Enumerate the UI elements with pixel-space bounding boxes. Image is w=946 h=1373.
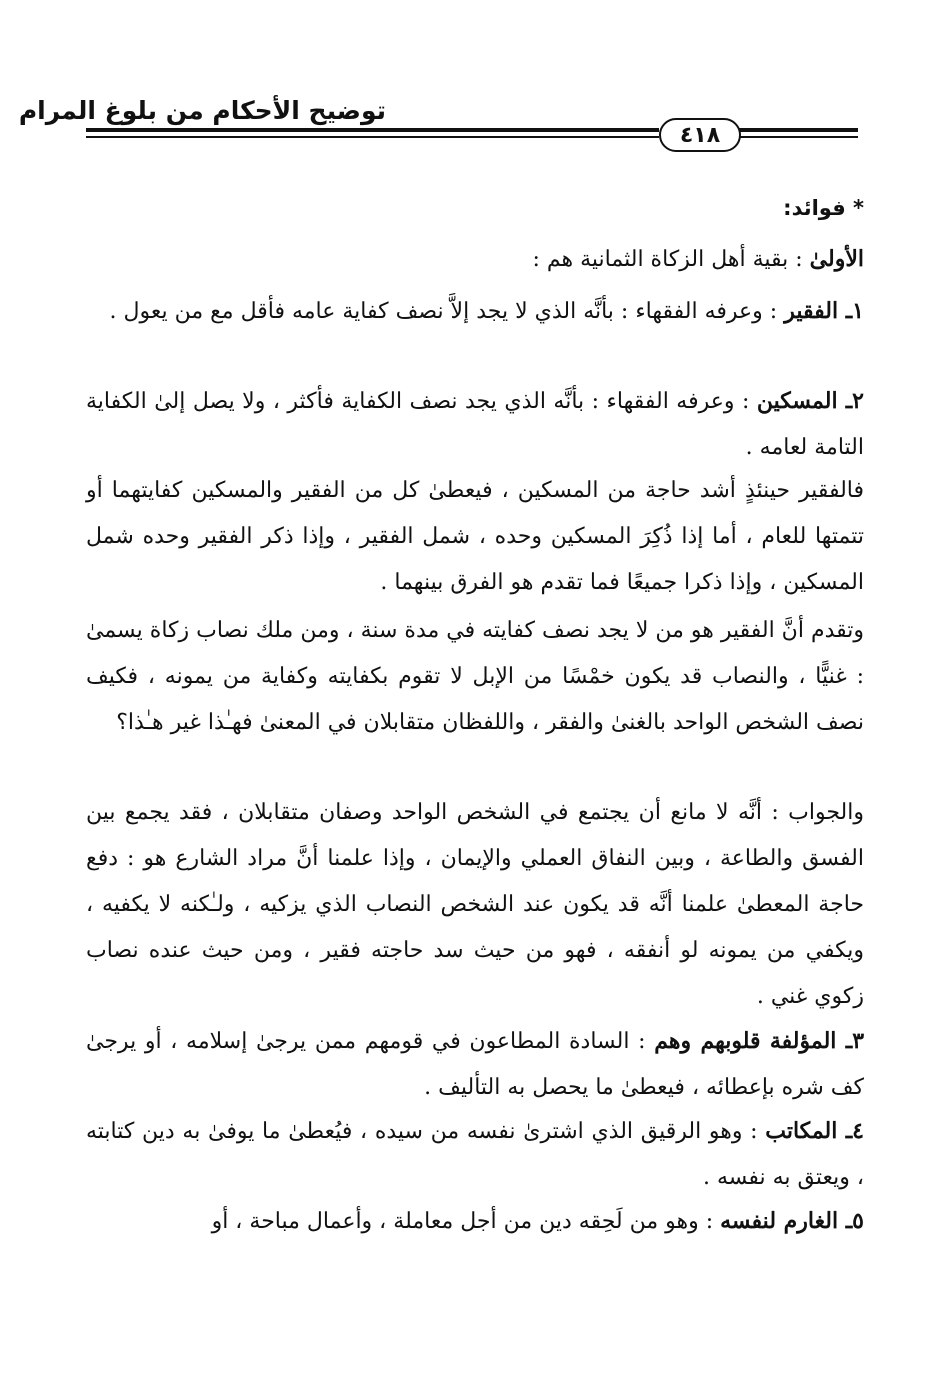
paragraph-label: ٥ـ الغارم لنفسه: [720, 1208, 864, 1234]
paragraph-difference: [86, 468, 864, 606]
paragraph-label: ٣ـ المؤلفة قلوبهم وهم: [654, 1028, 865, 1054]
paragraph-label: ١ـ الفقير: [784, 298, 864, 324]
paragraph-label: ٢ـ المسكين: [756, 388, 864, 414]
paragraph-body: وتقدم أنَّ الفقير هو من لا يجد نصف كفايته في مدة سنة ، ومن ملك نصاب زكاة يسمىٰ : غنيًّا ، والنصاب قد يكون خمْسًا من الإبل لا تقوم بكفايته وكفاية من يمونه ، فكيف نصف الشخص الواحد بالغنىٰ والفقر ، واللفظان متقابلان في المعنىٰ فهـٰذا غير هـٰذا؟: [86, 618, 864, 735]
paragraph-faqir: [86, 288, 864, 335]
paragraph-body: : وعرفه الفقهاء : بأنَّه الذي لا يجد إلاَّ نصف كفاية عامه فأقل مع من يعول .: [109, 299, 778, 324]
paragraph-body: والجواب : أنَّه لا مانع أن يجتمع في الشخص الواحد وصفان متقابلان ، فقد يجمع بين الفسق والطاعة ، وبين النفاق العملي والإيمان ، وإذا علمنا أنَّ مراد الشارع هو : دفع حاجة المعطىٰ علمنا أنَّه قد يكون عند الشخص النصاب الذي يزكيه ، ولـٰكنه لا يكفيه ، ويكفي من يمونه لو أنفقه ، فهو من حيث سد حاجته فقير ، ومن حيث عنده نصاب زكوي غني .: [86, 800, 864, 1009]
paragraph-gharim: [86, 1198, 864, 1245]
header-rule-left: [86, 128, 659, 142]
section-title: * فوائد:: [783, 196, 864, 220]
running-title: توضيح الأحكام من بلوغ المرام: [18, 96, 386, 125]
paragraph-body: : وعرفه الفقهاء : بأنَّه الذي يجد نصف الكفاية فأكثر ، ولا يصل إلىٰ الكفاية التامة لعامه .: [86, 389, 864, 460]
paragraph-muallafa: [86, 1018, 864, 1111]
paragraph-body: فالفقير حينئذٍ أشد حاجة من المسكين ، فيعطىٰ كل من الفقير والمسكين كفايتهما أو تتمتها للعام ، أما إذا ذُكِرَ المسكين وحده ، شمل الفقير ، وإذا ذكر الفقير وحده شمل المسكين ، وإذا ذكرا جميعًا فما تقدم هو الفرق بينهما .: [86, 478, 864, 595]
paragraph-body: : السادة المطاعون في قومهم ممن يرجىٰ إسلامه ، أو يرجىٰ كف شره بإعطائه ، فيعطىٰ ما يحصل به التأليف .: [86, 1029, 864, 1100]
paragraph-miskin: [86, 378, 864, 471]
paragraph-body: : بقية أهل الزكاة الثمانية هم :: [532, 247, 803, 272]
paragraph-mukatab: [86, 1108, 864, 1201]
paragraph-answer: [86, 790, 864, 1020]
paragraph-question: [86, 608, 864, 746]
paragraph-body: : وهو الرقيق الذي اشترىٰ نفسه من سيده ، فيُعطىٰ ما يوفىٰ به دين كتابته ، ويعتق به نفسه .: [86, 1119, 864, 1190]
paragraph-label: ٤ـ المكاتب: [765, 1118, 864, 1144]
paragraph-label: الأولىٰ: [809, 246, 864, 272]
page-number: ٤١٨: [659, 118, 741, 152]
paragraph-intro: [86, 236, 864, 283]
paragraph-body: : وهو من لَحِقه دين من أجل معاملة ، وأعمال مباحة ، أو: [211, 1209, 714, 1234]
